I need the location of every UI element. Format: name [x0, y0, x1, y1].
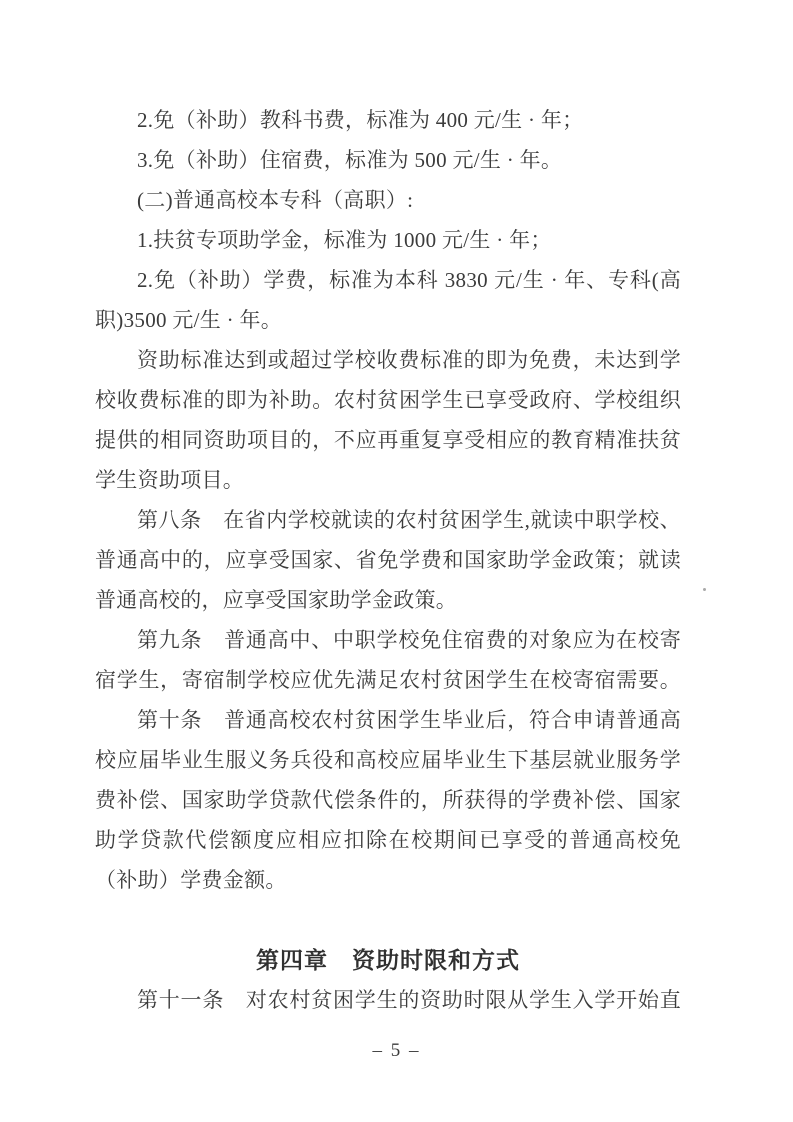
document-line: 校应届毕业生服义务兵役和高校应届毕业生下基层就业服务学 [95, 748, 681, 772]
scan-speck [703, 588, 706, 591]
blank-line [95, 900, 681, 940]
document-line: 学生资助项目。 [95, 468, 245, 492]
document-line: 校收费标准的即为补助。农村贫困学生已享受政府、学校组织 [95, 388, 681, 412]
document-line: 助学贷款代偿额度应相应扣除在校期间已享受的普通高校免 [95, 828, 681, 852]
document-line: 普通高校的，应享受国家助学金政策。 [95, 588, 458, 612]
document-line: 3.免（补助）住宿费，标准为 500 元/生 · 年。 [137, 148, 563, 172]
document-line: 费补偿、国家助学贷款代偿条件的，所获得的学费补偿、国家 [95, 788, 681, 812]
chapter-heading: 第四章 资助时限和方式 [256, 947, 520, 973]
document-line: 2.免（补助）学费，标准为本科 3830 元/生 · 年、专科(高 [137, 268, 681, 292]
document-line: 第八条 在省内学校就读的农村贫困学生,就读中职学校、 [137, 508, 681, 532]
document-line: 资助标准达到或超过学校收费标准的即为免费，未达到学 [137, 348, 681, 372]
document-line: 提供的相同资助项目的，不应再重复享受相应的教育精准扶贫 [95, 428, 681, 452]
document-line: 宿学生，寄宿制学校应优先满足农村贫困学生在校寄宿需要。 [95, 668, 681, 692]
document-line: 2.免（补助）教科书费，标准为 400 元/生 · 年； [137, 108, 584, 132]
document-line: （补助）学费金额。 [95, 868, 287, 892]
document-body [95, 100, 681, 1020]
document-line: 职)3500 元/生 · 年。 [95, 308, 283, 332]
document-line: 第九条 普通高中、中职学校免住宿费的对象应为在校寄 [137, 628, 681, 652]
document-line: 第十一条 对农村贫困学生的资助时限从学生入学开始直 [137, 988, 681, 1012]
document-line: 普通高中的，应享受国家、省免学费和国家助学金政策；就读 [95, 548, 681, 572]
document-line: 第十条 普通高校农村贫困学生毕业后，符合申请普通高 [137, 708, 681, 732]
document-line: 1.扶贫专项助学金，标准为 1000 元/生 · 年； [137, 228, 552, 252]
document-line: (二)普通高校本专科（高职）: [137, 188, 414, 212]
page-number: – 5 – [372, 1040, 421, 1061]
